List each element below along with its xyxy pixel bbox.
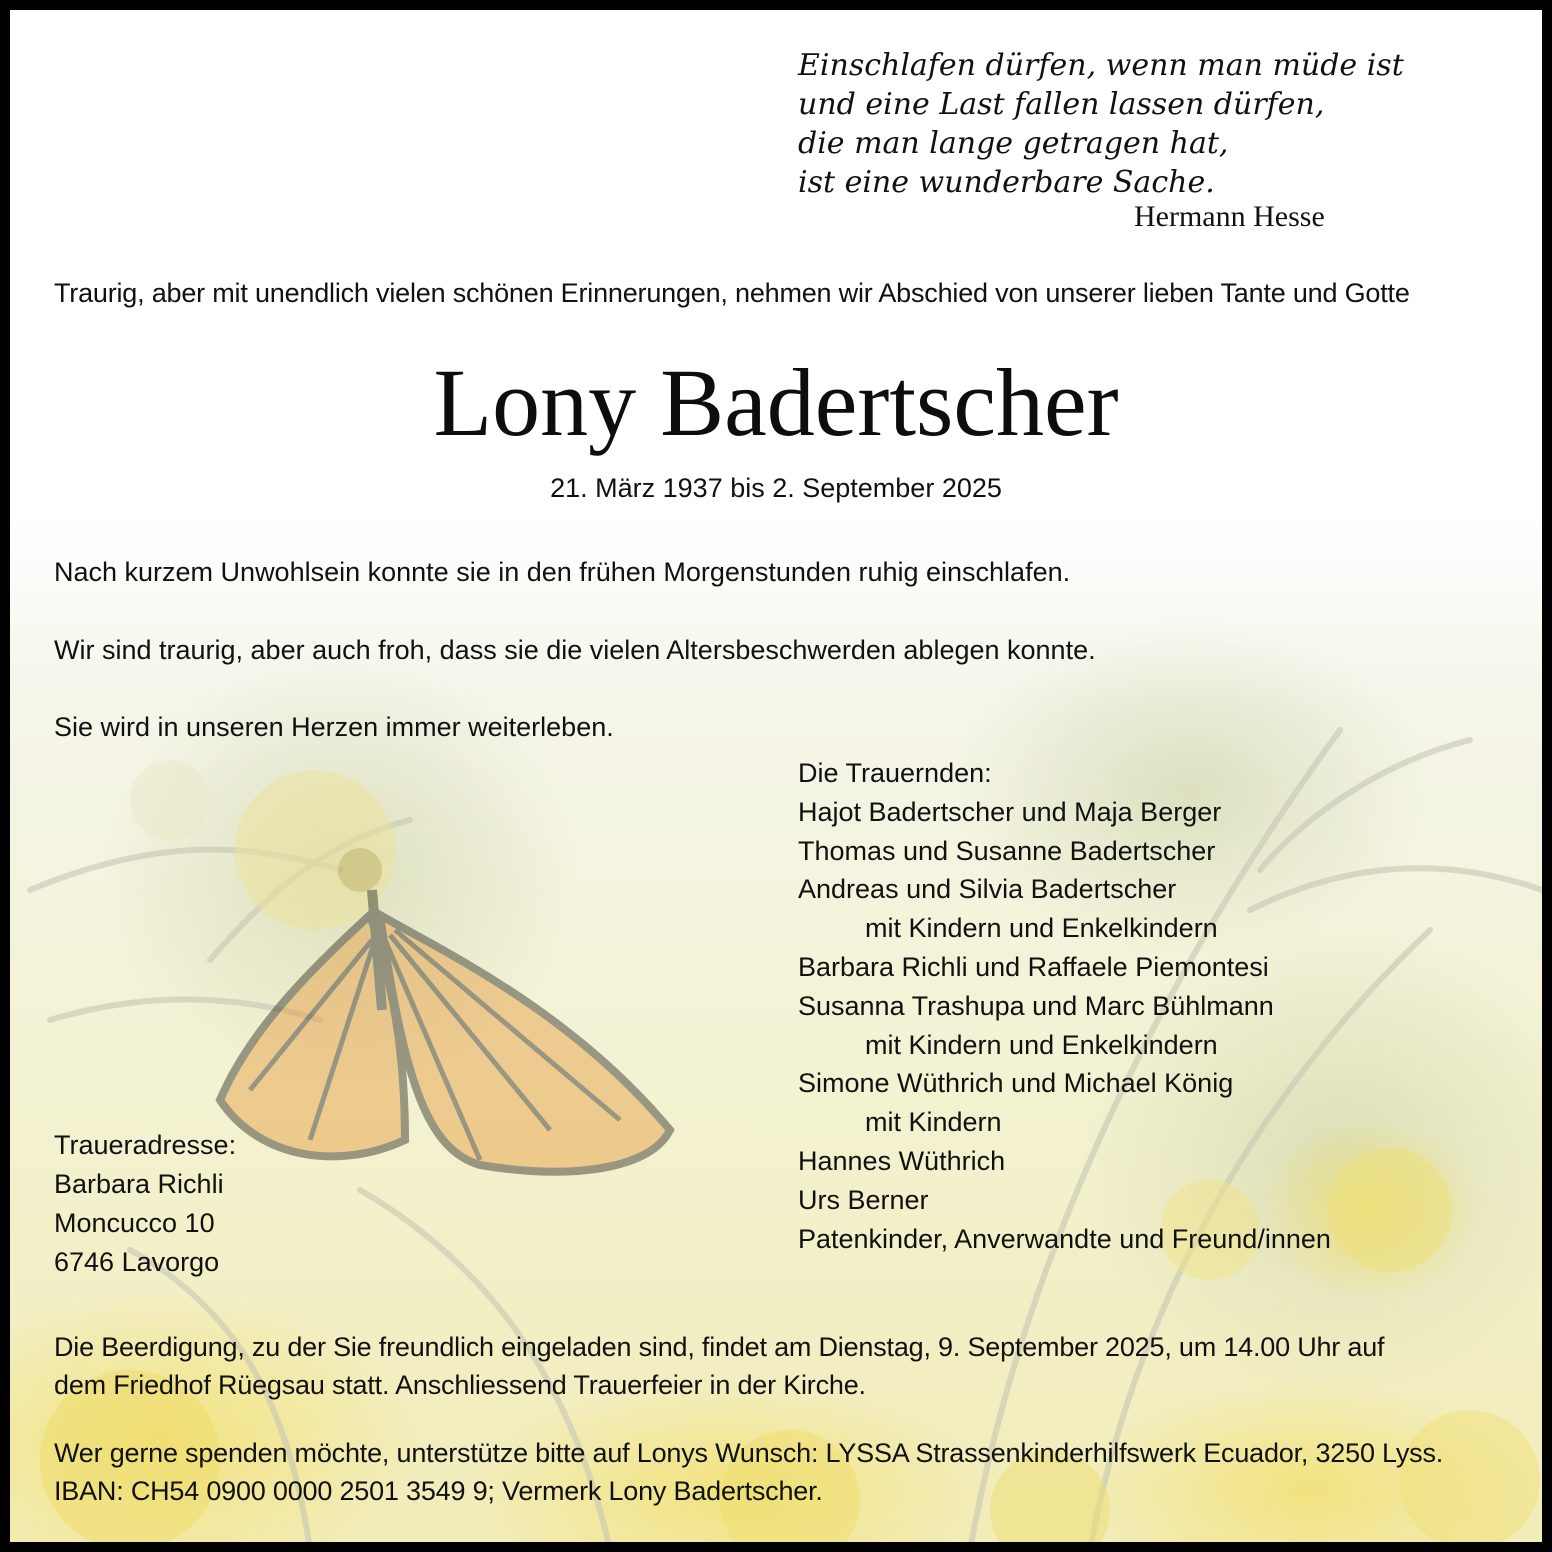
mourning-address [54,1126,236,1282]
address-heading: Traueradresse: [54,1130,237,1160]
poem-line: die man lange getragen hat, [798,126,1229,161]
funeral-line: dem Friedhof Rüegsau statt. Anschliessend Trauerfeier in der Kirche. [54,1370,866,1400]
poem-line: Einschlafen dürfen, wenn man müde ist [798,48,1404,83]
mourners-heading: Die Trauernden: [798,758,992,788]
funeral-notice [54,1328,1384,1404]
mourner-line: Patenkinder, Anverwandte und Freund/innen [798,1223,1331,1254]
obituary-page [10,10,1542,1542]
mourner-line: Simone Wüthrich und Michael König [798,1068,1234,1099]
poem-line: ist eine wunderbare Sache. [798,165,1215,200]
address-city: 6746 Lavorgo [54,1247,220,1277]
paragraph: Wir sind traurig, aber auch froh, dass sie die vielen Altersbeschwerden ablegen konnte. [54,635,1096,665]
mourner-line: Hajot Badertscher und Maja Berger [798,796,1222,827]
mourner-line: mit Kindern und Enkelkindern [865,913,1218,944]
poem [798,46,1404,202]
poem-author: Hermann Hesse [1134,200,1325,233]
address-street: Moncucco 10 [54,1208,215,1238]
intro-text: Traurig, aber mit unendlich vielen schönen Erinnerungen, nehmen wir Abschied von unserer lieben Tante und Gotte [54,278,1410,308]
mourners-list [798,754,1331,1258]
mourner-line: Barbara Richli und Raffaele Piemontesi [798,951,1269,982]
mourner-line: mit Kindern und Enkelkindern [865,1029,1218,1060]
poem-line: und eine Last fallen lassen dürfen, [798,87,1325,122]
paragraph: Nach kurzem Unwohlsein konnte sie in den frühen Morgenstunden ruhig einschlafen. [54,557,1071,587]
mourner-line: Hannes Wüthrich [798,1145,1006,1176]
donation-line: IBAN: CH54 0900 0000 2501 3549 9; Vermerk Lony Badertscher. [54,1476,823,1506]
mourner-line: Susanna Trashupa und Marc Bühlmann [798,990,1274,1021]
funeral-line: Die Beerdigung, zu der Sie freundlich eingeladen sind, findet am Dienstag, 9. September 2025, um 14.00 Uhr auf [54,1332,1385,1362]
mourner-line: Urs Berner [798,1184,929,1215]
deceased-name: Lony Badertscher [433,349,1119,456]
mourner-line: Thomas und Susanne Badertscher [798,835,1216,866]
mourner-line: mit Kindern [865,1107,1002,1138]
mourner-line: Andreas und Silvia Badertscher [798,874,1177,905]
paragraph: Sie wird in unseren Herzen immer weiterleben. [54,712,614,742]
life-dates: 21. März 1937 bis 2. September 2025 [550,473,1002,503]
obituary-content [10,10,1542,1542]
address-name: Barbara Richli [54,1169,224,1199]
donation-line: Wer gerne spenden möchte, unterstütze bitte auf Lonys Wunsch: LYSSA Strassenkinderhilfswerk Ecuador, 3250 Lyss. [54,1438,1444,1468]
donation-notice [54,1434,1443,1510]
